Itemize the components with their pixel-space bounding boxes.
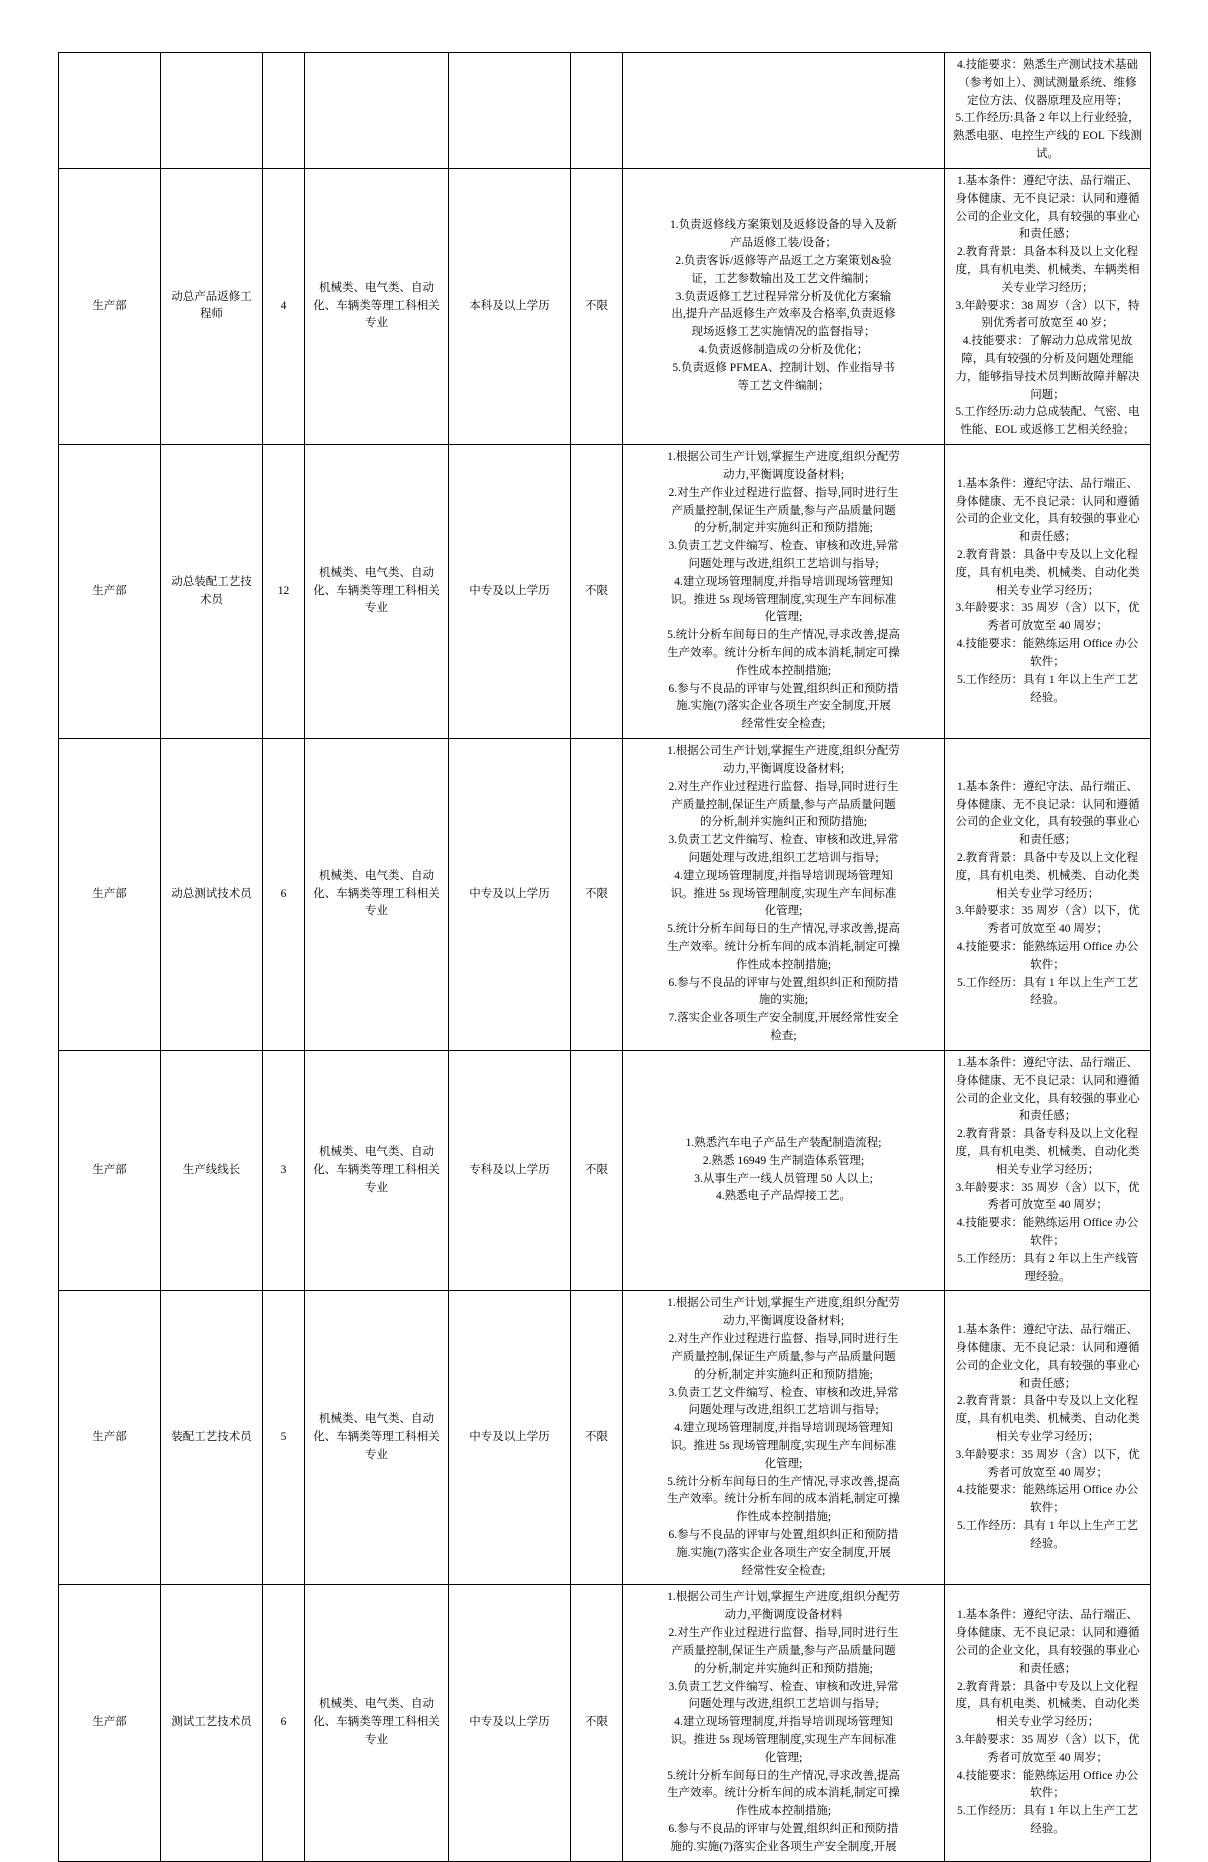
cell-requirements-line: 经验。	[1030, 1537, 1065, 1550]
cell-department: 生产部	[59, 445, 161, 739]
table-row	[59, 1050, 1151, 1291]
cell-requirements-line: 度，具有机电类、机械类、车辆类相	[955, 263, 1140, 276]
cell-requirements-line: 问题；	[1030, 388, 1065, 401]
cell-count: 5	[263, 1291, 305, 1585]
cell-duties-line: 1.根据公司生产计划,掌握生产进度,组织分配劳	[667, 451, 900, 464]
cell-requirements-line: 相关专业学习经历；	[995, 1431, 1100, 1444]
cell-position: 动总产品返修工程师	[161, 168, 263, 444]
cell-gender	[571, 53, 623, 169]
cell-duties-line: 4.建立现场管理制度,并指导培训现场管理知	[674, 575, 893, 588]
cell-education: 本科及以上学历	[449, 168, 571, 444]
cell-duties-line: 6.参与不良品的评审与处置,组织纠正和预防措	[668, 976, 899, 989]
table-row	[59, 168, 1151, 444]
cell-requirements-line: 身体健康、无不良记录：认同和遵循	[955, 1341, 1140, 1354]
cell-requirements-line: 5.工作经历:动力总成装配、气密、电	[955, 406, 1140, 419]
cell-department: 生产部	[59, 1050, 161, 1291]
cell-requirements-line: 相关专业学习经历；	[995, 1716, 1100, 1729]
cell-duties-line: 化管理;	[764, 1457, 803, 1470]
cell-duties	[623, 168, 945, 444]
cell-requirements-line: 软件；	[1030, 1787, 1065, 1800]
cell-duties	[623, 739, 945, 1051]
cell-education	[449, 53, 571, 169]
cell-duties-line: 问题处理与改进,组织工艺培训与指导;	[688, 851, 879, 864]
cell-requirements-line: 度，具有机电类、机械类、自动化类	[955, 869, 1140, 882]
cell-duties-line: 3.负责工艺文件编写、检查、审核和改进,异常	[668, 1680, 899, 1693]
cell-requirements-lines	[950, 476, 1145, 708]
cell-duties	[623, 445, 945, 739]
cell-duties-lines	[628, 1295, 939, 1580]
cell-requirements-line: 身体健康、无不良记录：认同和遵循	[955, 798, 1140, 811]
cell-count: 12	[263, 445, 305, 739]
cell-duties-line: 7.落实企业各项生产安全制度,开展经常性安全	[668, 1012, 899, 1025]
cell-duties-line: 证，工艺参数输出及工艺文件编制；	[691, 272, 876, 285]
cell-requirements-line: 2.教育背景：具备中专及以上文化程	[956, 549, 1139, 562]
cell-duties-line: 1.熟悉汽车电子产品生产装配制造流程;	[685, 1137, 882, 1150]
cell-requirements-line: 秀者可放宽至 40 周岁；	[987, 1751, 1108, 1764]
cell-requirements-lines	[950, 173, 1145, 440]
cell-requirements-line: 身体健康、无不良记录：认同和遵循	[955, 1627, 1140, 1640]
cell-count	[263, 53, 305, 169]
cell-requirements-line: 度，具有机电类、机械类、自动化类	[955, 566, 1140, 579]
cell-department	[59, 53, 161, 169]
cell-requirements-line: 度，具有机电类、机械类、自动化类	[955, 1698, 1140, 1711]
cell-duties-line: 的分析,制并实施纠正和预防措施;	[699, 816, 868, 829]
cell-position: 测试工艺技术员	[161, 1585, 263, 1861]
cell-duties-line: 经常性安全检查;	[741, 718, 826, 731]
cell-duties-line: 3.负责工艺文件编写、检查、审核和改进,异常	[668, 834, 899, 847]
cell-requirements-line: （参考如上）、测试测量系统、维修	[958, 76, 1137, 89]
cell-requirements-line: 相关专业学习经历；	[995, 1163, 1100, 1176]
cell-position: 动总装配工艺技术员	[161, 445, 263, 739]
cell-requirements-line: 理经验。	[1024, 1270, 1071, 1283]
cell-duties-line: 问题处理与改进,组织工艺培训与指导;	[688, 1404, 879, 1417]
table-row	[59, 1291, 1151, 1585]
cell-requirements	[945, 445, 1151, 739]
cell-requirements-line: 和责任感；	[1018, 1110, 1077, 1123]
cell-requirements-line: 秀者可放宽至 40 周岁；	[987, 620, 1108, 633]
cell-requirements-line: 5.工作经历：具有 1 年以上生产工艺	[956, 976, 1139, 989]
cell-requirements-line: 3.年龄要求：35 周岁（含）以下，优	[955, 1181, 1140, 1194]
cell-education: 专科及以上学历	[449, 1050, 571, 1291]
cell-requirements-lines	[950, 57, 1145, 164]
cell-requirements-line: 公司的企业文化，具有较强的事业心	[955, 513, 1140, 526]
cell-duties-line: 化管理;	[764, 905, 803, 918]
cell-requirements-line: 5.工作经历：具有 2 年以上生产线管	[956, 1252, 1139, 1265]
cell-requirements-line: 度，具有机电类、机械类、自动化类	[955, 1413, 1140, 1426]
cell-duties-line: 产质量控制,保证生产质量,参与产品质量问题	[671, 504, 896, 517]
cell-requirements-line: 软件；	[1030, 1235, 1065, 1247]
cell-duties-line: 6.参与不良品的评审与处置,组织纠正和预防措	[668, 1823, 899, 1835]
table-body	[59, 53, 1151, 1862]
cell-requirements-line: 身体健康、无不良记录：认同和遵循	[955, 192, 1140, 205]
cell-count: 6	[263, 739, 305, 1051]
cell-department: 生产部	[59, 739, 161, 1051]
cell-duties-line: 识。推进 5s 现场管理制度,实现生产车间标准	[670, 1439, 897, 1452]
cell-requirements-line: 公司的企业文化，具有较强的事业心	[955, 210, 1140, 223]
cell-duties-lines	[628, 1135, 939, 1206]
cell-duties-line: 4.熟悉电子产品焊接工艺。	[715, 1190, 852, 1203]
cell-duties	[623, 1585, 945, 1861]
cell-requirements-line: 经验。	[1030, 1823, 1065, 1835]
cell-duties-line: 3.负责工艺文件编写、检查、审核和改进,异常	[668, 1386, 899, 1399]
cell-gender: 不限	[571, 739, 623, 1051]
cell-education: 中专及以上学历	[449, 1291, 571, 1585]
cell-requirements	[945, 168, 1151, 444]
cell-duties-line: 2.对生产作业过程进行监督、指导,同时进行生	[668, 780, 899, 793]
cell-duties-line: 产质量控制,保证生产质量,参与产品质量问题	[671, 1644, 896, 1657]
cell-duties-line: 等工艺文件编制；	[737, 379, 830, 392]
cell-requirements-line: 4.技能要求：能熟练运用 Office 办公	[956, 638, 1139, 651]
cell-duties-line: 5.统计分析车间每日的生产情况,寻求改善,提高	[667, 629, 900, 642]
cell-duties-line: 识。推进 5s 现场管理制度,实现生产车间标准	[670, 887, 897, 900]
cell-duties-lines	[628, 1589, 939, 1856]
table-row	[59, 1585, 1151, 1861]
cell-duties	[623, 1291, 945, 1585]
cell-gender: 不限	[571, 445, 623, 739]
cell-position: 装配工艺技术员	[161, 1291, 263, 1585]
cell-requirements-lines	[950, 1055, 1145, 1287]
cell-requirements	[945, 1291, 1151, 1585]
cell-requirements-line: 5.工作经历：具有 1 年以上生产工艺	[956, 673, 1139, 686]
cell-duties-line: 问题处理与改进,组织工艺培训与指导;	[688, 1698, 879, 1711]
cell-requirements-line: 秀者可放宽至 40 周岁；	[987, 923, 1108, 936]
cell-duties-line: 3.从事生产一线人员管理 50 人以上;	[694, 1172, 873, 1185]
cell-requirements-lines	[950, 1322, 1145, 1554]
cell-requirements-line: 度，具有机电类、机械类、自动化类	[955, 1145, 1140, 1158]
cell-requirements-line: 公司的企业文化，具有较强的事业心	[955, 1644, 1140, 1657]
cell-requirements-line: 2.教育背景：具备中专及以上文化程	[956, 851, 1139, 864]
cell-requirements-line: 和责任感；	[1018, 531, 1077, 544]
cell-duties-line: 施.实施(7)落实企业各项生产安全制度,开展	[676, 1546, 891, 1559]
cell-requirements-line: 2.教育背景：具备专科及以上文化程	[956, 1128, 1139, 1141]
cell-requirements-line: 4.技能要求：能熟练运用 Office 办公	[956, 1217, 1139, 1230]
cell-duties-line: 作性成本控制措施;	[735, 1511, 832, 1524]
cell-requirements-line: 和责任感；	[1018, 1662, 1077, 1675]
cell-requirements-line: 4.技能要求：能熟练运用 Office 办公	[956, 941, 1139, 953]
cell-requirements-line: 3.年龄要求：35 周岁（含）以下，优	[955, 1448, 1140, 1461]
cell-requirements-line: 软件；	[1030, 958, 1065, 971]
cell-gender: 不限	[571, 1291, 623, 1585]
cell-requirements-line: 秀者可放宽至 40 周岁；	[987, 1199, 1108, 1212]
cell-department: 生产部	[59, 1585, 161, 1861]
cell-duties-line: 检查;	[770, 1030, 797, 1043]
table-row	[59, 445, 1151, 739]
cell-requirements-line: 关专业学习经历；	[1001, 281, 1094, 294]
cell-requirements-line: 1.基本条件：遵纪守法、品行端正、	[956, 1324, 1139, 1337]
cell-requirements-line: 1.基本条件：遵纪守法、品行端正、	[956, 174, 1139, 187]
cell-duties-line: 的分析,制定并实施纠正和预防措施;	[694, 1662, 873, 1675]
cell-duties-line: 产质量控制,保证生产质量,参与产品质量问题	[671, 798, 896, 811]
cell-duties-line: 现场返修工艺实施情况的监督指导；	[691, 326, 876, 339]
cell-requirements	[945, 1585, 1151, 1861]
cell-duties-line: 5.统计分析车间每日的生产情况,寻求改善,提高	[667, 923, 900, 936]
cell-requirements	[945, 53, 1151, 169]
cell-duties-line: 的分析,制定并实施纠正和预防措施;	[694, 522, 873, 535]
cell-requirements-line: 障，具有较强的分析及问题处理能	[961, 353, 1134, 365]
cell-duties-lines	[628, 743, 939, 1046]
cell-requirements-line: 软件；	[1030, 1502, 1065, 1515]
cell-duties-line: 4.建立现场管理制度,并指导培训现场管理知	[674, 869, 893, 882]
cell-requirements-line: 5.工作经历：具有 1 年以上生产工艺	[956, 1805, 1139, 1818]
cell-duties-line: 产品返修工装/设备；	[730, 237, 837, 250]
cell-requirements-line: 经验。	[1030, 691, 1065, 704]
cell-duties-line: 动力,平衡调度设备材料;	[722, 762, 845, 775]
cell-duties-line: 6.参与不良品的评审与处置,组织纠正和预防措	[668, 682, 899, 695]
cell-duties	[623, 1050, 945, 1291]
cell-duties-line: 3.负责返修工艺过程异常分析及优化方案输	[675, 290, 892, 303]
cell-count: 4	[263, 168, 305, 444]
cell-count: 6	[263, 1585, 305, 1861]
cell-major	[305, 53, 449, 169]
cell-gender: 不限	[571, 168, 623, 444]
cell-duties-lines	[628, 449, 939, 734]
cell-requirements-line: 2.教育背景：具备本科及以上文化程	[956, 246, 1139, 259]
cell-duties-line: 2.对生产作业过程进行监督、指导,同时进行生	[668, 486, 899, 499]
cell-requirements-line: 3.年龄要求：35 周岁（含）以下，优	[955, 905, 1140, 918]
cell-requirements	[945, 739, 1151, 1051]
table-row	[59, 53, 1151, 169]
cell-requirements-line: 软件；	[1030, 655, 1065, 668]
cell-duties-line: 施.实施(7)落实企业各项生产安全制度,开展	[676, 700, 891, 713]
cell-duties-line: 作性成本控制措施;	[735, 958, 832, 971]
cell-requirements-line: 和责任感；	[1018, 228, 1077, 241]
cell-duties-line: 化管理;	[764, 1751, 803, 1764]
cell-requirements-line: 和责任感；	[1018, 834, 1077, 847]
cell-requirements-line: 相关专业学习经历；	[995, 584, 1100, 597]
cell-duties-line: 4.建立现场管理制度,并指导培训现场管理知	[674, 1716, 893, 1729]
cell-requirements-line: 4.技能要求：能熟练运用 Office 办公	[956, 1484, 1139, 1497]
cell-duties-line: 5.统计分析车间每日的生产情况,寻求改善,提高	[667, 1475, 900, 1488]
cell-duties-line: 出,提升产品返修生产效率及合格率,负责返修	[671, 308, 896, 321]
cell-requirements-line: 公司的企业文化，具有较强的事业心	[955, 816, 1140, 829]
cell-duties-line: 经常性安全检查;	[741, 1564, 826, 1577]
cell-duties-line: 2.负责客诉/返修等产品返工之方案策划&验	[675, 255, 892, 268]
cell-duties	[623, 53, 945, 169]
cell-duties-line: 生产效率。统计分析车间的成本消耗,制定可操	[667, 941, 900, 953]
cell-requirements-lines	[950, 1607, 1145, 1839]
cell-duties-line: 施的实施;	[758, 994, 809, 1007]
cell-duties-line: 6.参与不良品的评审与处置,组织纠正和预防措	[668, 1529, 899, 1541]
cell-requirements-line: 5.工作经历:具备 2 年以上行业经验，	[955, 112, 1140, 125]
cell-duties-line: 生产效率。统计分析车间的成本消耗,制定可操	[667, 1493, 900, 1506]
cell-duties-line: 1.根据公司生产计划,掌握生产进度,组织分配劳	[667, 1297, 900, 1310]
cell-duties-line: 2.对生产作业过程进行监督、指导,同时进行生	[668, 1333, 899, 1346]
cell-requirements-line: 公司的企业文化，具有较强的事业心	[955, 1359, 1140, 1372]
cell-duties-line: 生产效率。统计分析车间的成本消耗,制定可操	[667, 647, 900, 659]
cell-requirements-line: 力，能够指导技术员判断故障并解决	[955, 370, 1140, 383]
cell-duties-line: 识。推进 5s 现场管理制度,实现生产车间标准	[670, 1733, 897, 1746]
cell-duties-line: 化管理;	[764, 611, 803, 624]
cell-duties-line: 识。推进 5s 现场管理制度,实现生产车间标准	[670, 593, 897, 606]
cell-requirements-line: 别优秀者可放宽至 40 岁；	[981, 317, 1114, 330]
cell-position: 动总测试技术员	[161, 739, 263, 1051]
cell-requirements-line: 1.基本条件：遵纪守法、品行端正、	[956, 1056, 1139, 1069]
cell-requirements-line: 公司的企业文化，具有较强的事业心	[955, 1092, 1140, 1105]
cell-duties-line: 生产效率。统计分析车间的成本消耗,制定可操	[667, 1787, 900, 1800]
cell-requirements-line: 试。	[1036, 148, 1059, 161]
cell-duties-line: 问题处理与改进,组织工艺培训与指导;	[688, 557, 879, 570]
cell-duties-line: 1.根据公司生产计划,掌握生产进度,组织分配劳	[667, 745, 900, 758]
cell-requirements-line: 性能、EOL 或返修工艺相关经验；	[960, 424, 1135, 437]
cell-duties-line: 动力,平衡调度设备材料	[724, 1609, 843, 1622]
cell-requirements-line: 4.技能要求：了解动力总成常见故	[962, 335, 1133, 348]
cell-requirements-line: 3.年龄要求：38 周岁（含）以下，特	[955, 299, 1140, 312]
cell-requirements-line: 5.工作经历：具有 1 年以上生产工艺	[956, 1520, 1139, 1533]
cell-gender: 不限	[571, 1585, 623, 1861]
cell-requirements-line: 1.基本条件：遵纪守法、品行端正、	[956, 477, 1139, 490]
cell-duties-line: 作性成本控制措施;	[735, 664, 832, 677]
job-requirements-table	[58, 52, 1151, 1862]
cell-gender: 不限	[571, 1050, 623, 1291]
cell-position: 生产线线长	[161, 1050, 263, 1291]
cell-major: 机械类、电气类、自动化、车辆类等理工科相关专业	[305, 1291, 449, 1585]
cell-duties-line: 1.负责返修线方案策划及返修设备的导入及新	[669, 219, 898, 232]
cell-major: 机械类、电气类、自动化、车辆类等理工科相关专业	[305, 445, 449, 739]
cell-duties-line: 4.建立现场管理制度,并指导培训现场管理知	[674, 1422, 893, 1435]
cell-duties-line: 2.熟悉 16949 生产制造体系管理;	[702, 1154, 865, 1167]
cell-duties-line: 动力,平衡调度设备材料;	[722, 468, 845, 481]
cell-education: 中专及以上学历	[449, 739, 571, 1051]
cell-major: 机械类、电气类、自动化、车辆类等理工科相关专业	[305, 1050, 449, 1291]
cell-requirements-line: 相关专业学习经历；	[995, 887, 1100, 900]
cell-duties-line: 作性成本控制措施;	[735, 1805, 832, 1818]
cell-duties-line: 2.对生产作业过程进行监督、指导,同时进行生	[668, 1627, 899, 1640]
cell-requirements-line: 3.年龄要求：35 周岁（含）以下，优	[955, 602, 1140, 615]
cell-major: 机械类、电气类、自动化、车辆类等理工科相关专业	[305, 739, 449, 1051]
cell-department: 生产部	[59, 1291, 161, 1585]
cell-major: 机械类、电气类、自动化、车辆类等理工科相关专业	[305, 1585, 449, 1861]
cell-duties-line: 产质量控制,保证生产质量,参与产品质量问题	[671, 1350, 896, 1363]
cell-requirements-line: 1.基本条件：遵纪守法、品行端正、	[956, 1609, 1139, 1622]
cell-position	[161, 53, 263, 169]
cell-requirements-line: 定位方法、仪器原理及应用等；	[967, 94, 1128, 107]
cell-requirements-line: 1.基本条件：遵纪守法、品行端正、	[956, 780, 1139, 793]
cell-duties-line: 1.根据公司生产计划,掌握生产进度,组织分配劳	[667, 1591, 900, 1604]
cell-requirements-line: 经验。	[1030, 994, 1065, 1007]
cell-requirements-line: 3.年龄要求：35 周岁（含）以下，优	[955, 1733, 1140, 1746]
cell-duties-line: 3.负责工艺文件编写、检查、审核和改进,异常	[668, 540, 899, 553]
cell-duties-lines	[628, 217, 939, 395]
cell-requirements-line: 4.技能要求：熟悉生产测试技术基础	[956, 59, 1139, 71]
cell-requirements-line: 2.教育背景：具备中专及以上文化程	[956, 1680, 1139, 1693]
cell-requirements-line: 熟悉电驱、电控生产线的 EOL 下线测	[953, 130, 1142, 143]
cell-requirements-line: 秀者可放宽至 40 周岁；	[987, 1466, 1108, 1479]
cell-duties-line: 动力,平衡调度设备材料;	[722, 1315, 845, 1328]
cell-requirements-line: 4.技能要求：能熟练运用 Office 办公	[956, 1769, 1139, 1782]
cell-department: 生产部	[59, 168, 161, 444]
cell-requirements-line: 身体健康、无不良记录：认同和遵循	[955, 1074, 1140, 1087]
cell-education: 中专及以上学历	[449, 1585, 571, 1861]
table-row	[59, 739, 1151, 1051]
cell-duties-line: 5.负责返修 PFMEA、控制计划、作业指导书	[672, 361, 895, 374]
cell-major: 机械类、电气类、自动化、车辆类等理工科相关专业	[305, 168, 449, 444]
cell-duties-line: 5.统计分析车间每日的生产情况,寻求改善,提高	[667, 1769, 900, 1782]
cell-requirements	[945, 1050, 1151, 1291]
cell-duties-line: 的分析,制定并实施纠正和预防措施;	[694, 1368, 873, 1381]
cell-requirements-line: 2.教育背景：具备中专及以上文化程	[956, 1395, 1139, 1408]
cell-duties-line: 施的.实施(7)落实企业各项生产安全制度,开展	[670, 1840, 897, 1853]
cell-duties-line: 4.负责返修制造成の分析及优化；	[698, 344, 869, 357]
cell-education: 中专及以上学历	[449, 445, 571, 739]
cell-requirements-lines	[950, 779, 1145, 1011]
cell-requirements-line: 身体健康、无不良记录：认同和遵循	[955, 495, 1140, 508]
cell-count: 3	[263, 1050, 305, 1291]
cell-requirements-line: 和责任感；	[1018, 1377, 1077, 1390]
